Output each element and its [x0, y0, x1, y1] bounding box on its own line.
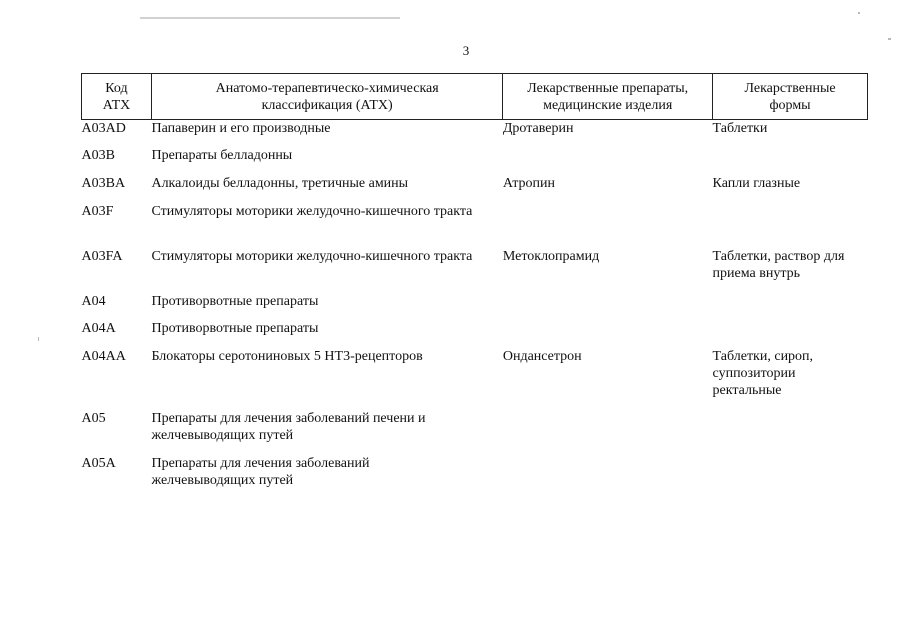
atx-table	[81, 73, 868, 500]
row-code: A04AA	[81, 348, 126, 364]
row-drug	[503, 410, 713, 455]
table-row	[82, 175, 868, 203]
row-classification: Блокаторы серотониновых 5 НТ3-рецепторов	[151, 348, 423, 364]
row-code: A03AD	[81, 121, 126, 136]
table-row	[82, 203, 868, 248]
row-drug	[503, 455, 713, 500]
row-code: A03BA	[81, 175, 126, 191]
row-classification: Противорвотные препараты	[151, 293, 319, 309]
page-number: 3	[462, 43, 470, 58]
row-drug	[503, 147, 713, 175]
row-form	[713, 410, 868, 455]
header-code: Код АТХ	[82, 74, 152, 120]
row-classification: Папаверин и его производные	[151, 121, 331, 136]
row-classification: Алкалоиды белладонны, третичные амины	[151, 175, 409, 191]
row-classification: Препараты белладонны	[151, 147, 293, 163]
row-classification: Противорвотные препараты	[151, 320, 319, 336]
row-form	[713, 203, 868, 248]
table-header-row	[82, 74, 868, 120]
row-code: A03FA	[81, 248, 123, 264]
row-form	[713, 293, 868, 320]
row-classification: Стимуляторы моторики желудочно-кишечного тракта	[151, 248, 473, 264]
scan-artifact	[38, 337, 39, 341]
row-code: A03F	[81, 203, 114, 219]
row-code: A04	[81, 293, 106, 309]
row-form: Таблетки, раствор для приема внутрь	[712, 248, 845, 281]
header-drugs: Лекарственные препараты, медицинские изделия	[503, 74, 713, 120]
row-code: A03B	[81, 147, 115, 163]
table-row	[82, 320, 868, 348]
table-row	[82, 348, 868, 410]
row-code: A05	[81, 410, 106, 426]
header-classification: Анатомо-терапевтическо-химическая классификация (АТХ)	[151, 74, 502, 120]
row-form	[713, 147, 868, 175]
row-form: Таблетки, сироп, суппозитории ректальные	[712, 348, 814, 398]
row-drug: Дротаверин	[502, 121, 574, 136]
row-classification: Препараты для лечения заболеваний желчевыводящих путей	[151, 455, 370, 488]
row-drug: Ондансетрон	[502, 348, 582, 364]
row-classification: Стимуляторы моторики желудочно-кишечного тракта	[151, 203, 473, 219]
table-row	[82, 455, 868, 500]
row-drug	[503, 293, 713, 320]
table-row	[82, 120, 868, 147]
scan-artifact	[888, 38, 891, 40]
table-row	[82, 147, 868, 175]
table-row	[82, 248, 868, 293]
row-form: Капли глазные	[712, 175, 801, 191]
row-form: Таблетки	[712, 121, 768, 136]
header-forms: Лекарственные формы	[713, 74, 868, 120]
row-code: A04A	[81, 320, 116, 336]
row-code: A05A	[81, 455, 116, 471]
scan-artifact	[140, 17, 400, 19]
table-row	[82, 410, 868, 455]
row-form	[713, 455, 868, 500]
table-row	[82, 293, 868, 320]
row-drug: Метоклопрамид	[502, 248, 600, 264]
row-drug: Атропин	[502, 175, 556, 191]
row-classification: Препараты для лечения заболеваний печени и желчевыводящих путей	[151, 410, 426, 443]
row-form	[713, 320, 868, 348]
scan-artifact	[858, 12, 860, 14]
row-drug	[503, 203, 713, 248]
row-drug	[503, 320, 713, 348]
